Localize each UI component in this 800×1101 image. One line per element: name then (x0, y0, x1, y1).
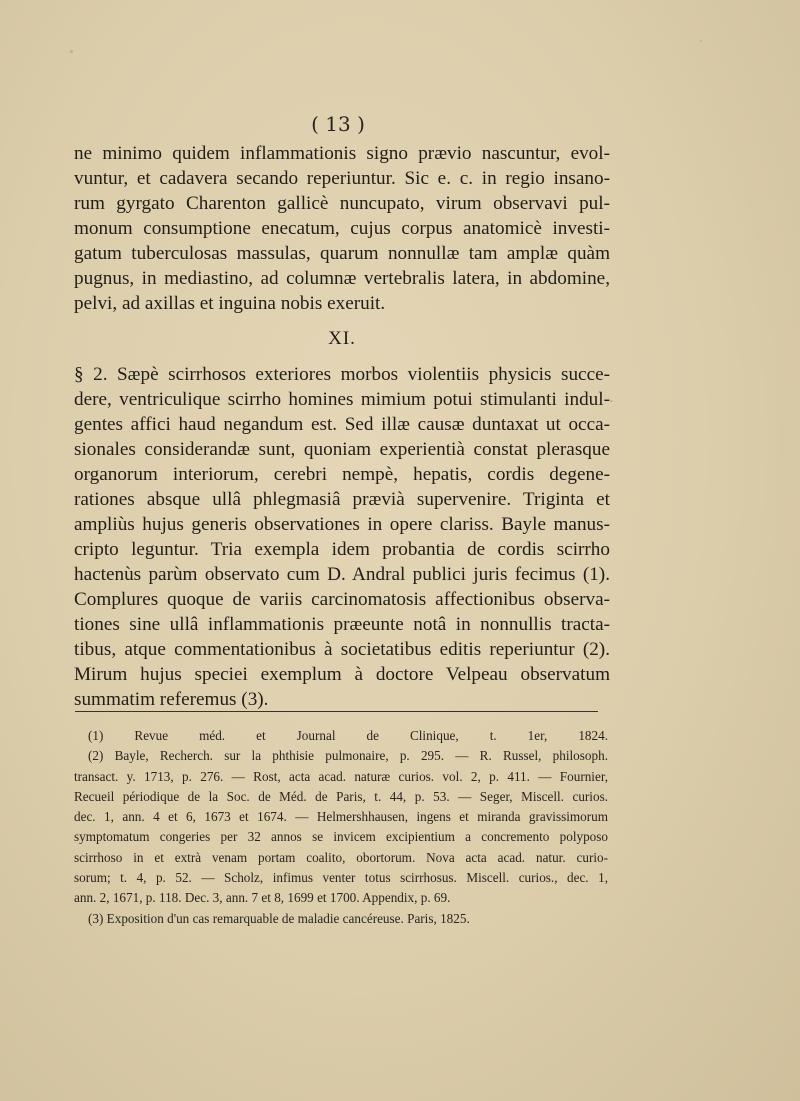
page-number: ( 13 ) (311, 112, 365, 136)
text-line: monum consumptione enecatum, cujus corpus anatomicè investi- (74, 218, 610, 239)
text-line: § 2. Sæpè scirrhosos exteriores morbos violentiis physicis succe- (74, 364, 610, 385)
footnote-divider (75, 711, 598, 712)
text-line: sionales considerandæ sunt, quoniam experientià constat plerasque (74, 439, 610, 460)
text-line: pelvi, ad axillas et inguina nobis exeruit. (74, 293, 386, 314)
text-line: dere, ventriculique scirrho homines mimium potui stimulanti indul- (74, 389, 610, 410)
text-line: Mirum hujus speciei exemplum à doctore Velpeau observatum (74, 664, 610, 685)
footnote-line: (3) Exposition d'un cas remarquable de maladie cancéreuse. Paris, 1825. (88, 910, 470, 926)
footnote-line: (2) Bayle, Recherch. sur la phthisie pulmonaire, p. 295. — R. Russel, philosoph. (88, 748, 608, 764)
text-line: ne minimo quidem inflammationis signo prævio nascuntur, evol- (74, 143, 610, 164)
footnotes (74, 726, 608, 929)
text-line: rum gyrgato Charenton gallicè nuncupato, virum observavi pul- (74, 193, 610, 214)
text-line: tibus, atque commentationibus à societatibus editis reperiuntur (2). (74, 639, 610, 660)
paper-spot (70, 50, 73, 53)
text-line: organorum interiorum, cerebri nempè, hepatis, cordis degene- (74, 464, 610, 485)
text-line: rationes absque ullâ phlegmasiâ prævià supervenire. Triginta et (74, 489, 610, 510)
text-line: tiones sine ullâ inflammationis præeunte notâ in nonnullis tracta- (74, 614, 610, 635)
text-line: vuntur, et cadavera secando reperiuntur. Sic e. c. in regio insano- (74, 168, 610, 189)
paper-spot (700, 40, 702, 42)
paragraph-2 (74, 362, 610, 712)
text-line: summatim referemus (3). (74, 689, 269, 710)
footnote-line: sorum; t. 4, p. 52. — Scholz, infimus venter totus scirrhosus. Miscell. curios., dec. 1, (74, 870, 608, 886)
footnote-line: symptomatum congeries per 32 annos se invicem excipientium a concremento polyposo (74, 829, 608, 845)
text-line: cripto leguntur. Tria exempla idem probantia de cordis scirrho (74, 539, 610, 560)
text-line: hactenùs parùm observato cum D. Andral publici juris fecimus (1). (74, 564, 610, 585)
text-line: pugnus, in mediastino, ad columnæ vertebralis latera, in abdomine, (74, 268, 610, 289)
footnote-line: (1) Revue méd. et Journal de Clinique, t. 1er, 1824. (88, 728, 608, 743)
section-heading: XI. (328, 328, 356, 349)
paragraph-1 (74, 141, 610, 316)
footnote-line: Recueil périodique de la Soc. de Méd. de Paris, t. 44, p. 53. — Seger, Miscell. curios. (74, 788, 608, 804)
footnote-line: dec. 1, ann. 4 et 6, 1673 et 1674. — Helmershhausen, ingens et miranda gravissimorum (74, 809, 608, 825)
text-line: Complures quoque de variis carcinomatosis affectionibus observa- (74, 589, 610, 610)
footnote-line: scirrhoso in et extrà venam portam coalito, obortorum. Nova acta acad. natur. curio- (74, 849, 608, 865)
paper-spot (610, 400, 613, 402)
text-line: ampliùs hujus generis observationes in opere clariss. Bayle manus- (74, 514, 610, 535)
text-line: gentes affici haud negandum est. Sed illæ causæ duntaxat ut occa- (74, 414, 610, 435)
text-line: gatum tuberculosas massulas, quarum nonnullæ tam amplæ quàm (74, 243, 610, 264)
footnote-line: ann. 2, 1671, p. 118. Dec. 3, ann. 7 et 8, 1699 et 1700. Appendix, p. 69. (74, 890, 451, 906)
footnote-line: transact. y. 1713, p. 276. — Rost, acta acad. naturæ curios. vol. 2, p. 411. — Fournier, (74, 768, 608, 784)
